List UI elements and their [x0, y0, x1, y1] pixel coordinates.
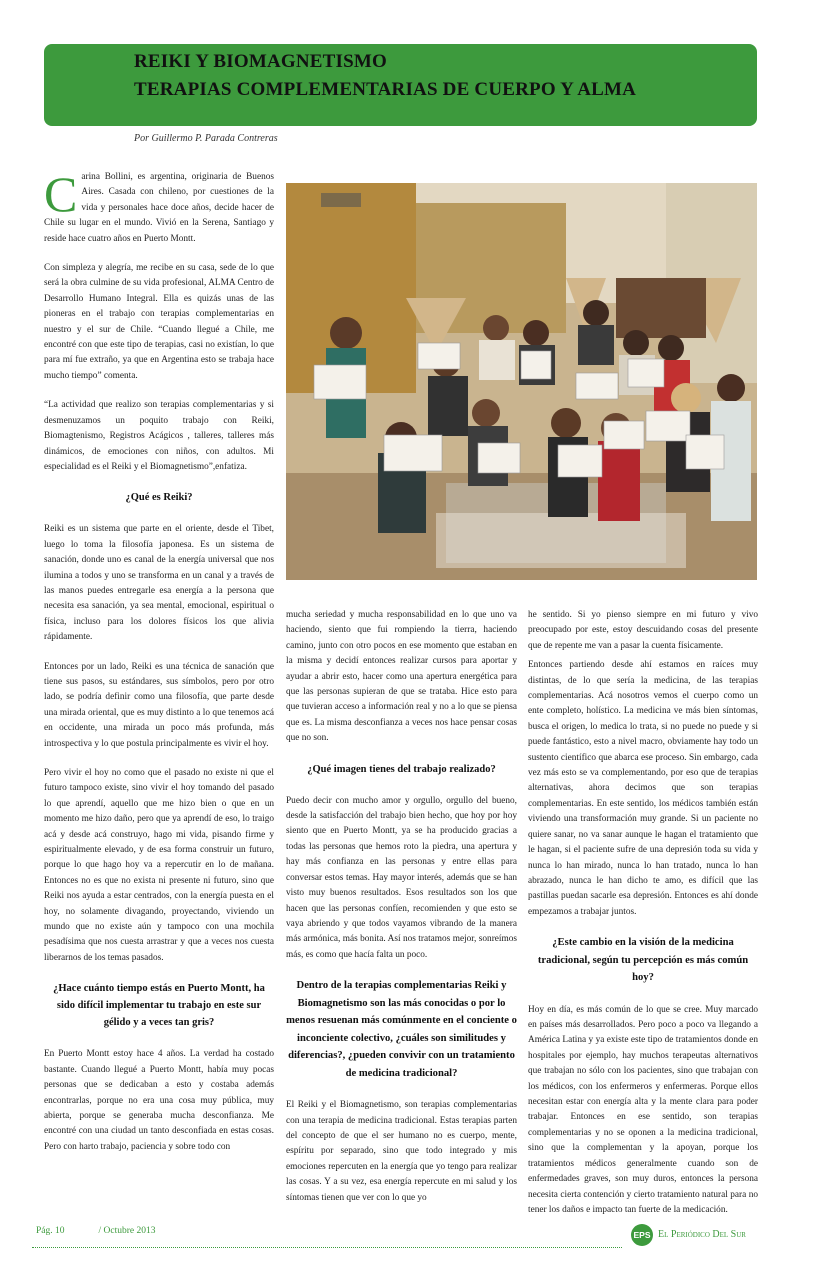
paragraph: Entonces partiendo desde ahí estamos en raíces muy distintas, de lo que sería la medicina, de las terapias complementarias. Acá nosotros vemos el cuerpo como un ente completo, holístico. La medicina ve más bien síntomas, busca el origen, lo medica lo trata, si no puede no puede y si puede fantástico, esto a nivel macro, obviamente hay todo un sustento científico que abarca ese proceso. Sin embargo, cada vez más esto se va complementando, por eso que de terapias alternativas, ahora decimos que son terapias complementarias. En este sentido, los médicos también están viviendo una transformación muy grande. Si un paciente no quiere sanar, no va sanar aunque le hagan el tratamiento que le hagan, si el paciente sufre de una depresión toda su vida y nunca lo han mirado, nunca lo han tratado, nunca lo han abrazado, nunca le han dicho te amo, es difícil que las pastillas puedan sacarle esa depresión. Entonces es ahí donde empezamos a trabajar juntos.	[528, 660, 758, 917]
group-photo	[286, 183, 757, 580]
paragraph: arina Bollini, es argentina, originaria de Buenos Aires. Casada con chileno, por cuestiones de la vida y personales hace doce años, decide hacer de Chile su lugar en el mundo. Vivió en la Serena, Santiago y reside hace cuatro años en Puerto Montt.	[44, 172, 274, 244]
paragraph: “La actividad que realizo son terapias complementarias y si desmenuzamos un poquito trabajo con Reiki, Biomagtenismo, Registros Acágicos , talleres, talleres más dinámicos, de emociones con niños, con adultos. Mi especialidad es el Reiki y el Biomagnetismo”,enfatiza.	[44, 400, 274, 472]
question-heading: Dentro de la terapias complementarias Reiki y Biomagnetismo son las más conocidas o por lo menos resuenan más comúnmente en el conciente o inconciente colectivo, ¿cuáles son similitudes y diferencias?, ¿pueden convivir con un tratamiento de medicina tradicional?	[286, 980, 517, 1079]
paragraph: Hoy en día, es más común de lo que se cree. Muy marcado en países más desarrollados. Pero poco a poco va llegando a América Latina y ya existe este tipo de tratamientos donde en hospitales por ejemplo, hay muchos terapeutas alternativos que trabajan no sólo con los pacientes, sino que trabajan con los médicos, con los enfermeros y enfermeras. Porque ellos necesitan estar con energía alta y la mente clara para poder trabajar. Entonces en ese sentido, son terapias complementarias y no se oponen a la medicina tradicional, sino que la complementan y la apoyan, porque los tratamientos médicos generalmente cuando son de enfermedades graves, son muy duros, entonces la persona necesita cierta contención y cierto tratamiento natural para no tener los daños e impacto tan fuerte de la medicación.	[528, 1004, 758, 1215]
column-3	[528, 608, 758, 1232]
paragraph: El Reiki y el Biomagnetismo, son terapias complementarias con una terapia de medicina tradicional. Estas terapias parten del concepto de que el ser humano no es cuerpo, mente, espíritu por separado, sino que todo integrado y mis emociones repercuten en la energía que yo tengo para realizar las cosas. Y a su vez, esa energía repercute en mi salud y los síntomas tienen que ver con lo que yo	[286, 1100, 517, 1203]
issue-date: / Octubre 2013	[98, 1226, 156, 1236]
paragraph: mucha seriedad y mucha responsabilidad en lo que uno va haciendo, siento que fui rompiendo la tierra, haciendo camino, junto con otro pocos en ese momento que estaban en la misma y decidí entonces realizar cursos para aportar y ayudar a abrir esto, hacer como una apertura energética para que las personas supieran de que se trataba. Hice esto para que tuvieran acceso a información real y no a lo que se piensa que es. La misma desconfianza a veces nos hace pensar cosas que no son.	[286, 610, 517, 744]
paragraph: Con simpleza y alegría, me recibe en su casa, sede de lo que será la obra culmine de su vida profesional, ALMA Centro de Desarrollo Humano Integral. Ella es quizás unas de las pioneras en el trabajo con terapias complementarias en nuestro y el sur de Chile. “Cuando llegué a Chile, me encontré con que este tipo de terapias, casi no existían, lo que para mí fue extraño, ya que en Argentina esto se trabaja hace mucho tiempo” comenta.	[44, 263, 274, 381]
section-heading: ¿Qué imagen tienes del trabajo realizado?	[307, 763, 496, 775]
title-line-2: TERAPIAS COMPLEMENTARIAS DE CUERPO Y ALMA	[134, 79, 637, 100]
drop-cap: C	[44, 166, 78, 222]
question-heading: ¿Hace cuánto tiempo estás en Puerto Montt, ha sido difícil implementar tu trabajo en este sur gélido y a veces tan gris?	[53, 983, 265, 1029]
byline: Por Guillermo P. Parada Contreras	[134, 133, 278, 144]
section-heading: ¿Qué es Reiki?	[125, 492, 193, 504]
paragraph: Puedo decir con mucho amor y orgullo, orgullo del bueno, desde la satisfacción del trabajo bien hecho, que hoy por hoy siento que en Puerto Montt, ya se ha producido gracias a todas las personas que hemos roto la piedra, una apertura y hay más confianza en las personas y entre ellas para conversar estos temas. Hay mayor interés, además que se han visto muy buenos resultados. Esos resultados son los que hacen que las personas confíen, recomienden y que esto se vaya abriendo y que todos vayamos vibrando de la manera más armónica, más bonita. Así nos tratamos mejor, sonreímos más, es como que hacía falta un poco.	[286, 795, 517, 960]
paragraph: Pero vivir el hoy no como que el pasado no existe ni que el futuro tampoco existe, sino vivir el hoy tomando del pasado lo que aprendí, aquello que me hizo bien o que en un momento me hizo daño, pero que ya aprendí de eso, lo traigo acá y desde acá construyo, hago mi vida, pisando firme y espiritualmente elevado, y de esa forma construir un futuro, porque lo que hago hoy va a repercutir en lo de mañana. Entonces no es que no exista ni presente ni futuro, sino que Reiki nos ayuda a estar centrados, con la energía puesta en el hoy, no solamente divagando, proyectando, viviendo un mundo que no existe aún y tampoco con una mochila pesadísima que nos cuesta arrastrar y que a veces nos cuesta liberarnos de los temas pasados.	[44, 768, 274, 963]
column-1	[44, 166, 274, 1169]
paragraph: Entonces por un lado, Reiki es una técnica de sanación que tiene sus pasos, su estándares, sus símbolos, pero por otro lado, se podría definir como una filosofía, que parte desde una mirada oriental, que es muy distinto a lo que tenemos acá en occidente, una mirada un poco más profunda, más introspectiva y lo que postula principalmente es vivir el hoy.	[44, 661, 274, 749]
column-2	[286, 608, 517, 1220]
group-photo-illustration	[286, 183, 757, 580]
publication-name: El Periódico Del Sur	[658, 1229, 746, 1240]
page-number: Pág. 10	[36, 1226, 65, 1236]
paragraph: Reiki es un sistema que parte en el oriente, desde el Tibet, luego lo toma la filosofía japonesa. Es un sistema de sanación, donde uno es canal de la energía universal que nos ilumina a todos y uno se transforma en un canal y a través de las manos puedes entregarle esa energía a la persona que necesita esa sanación, ya sea mental, emocional, espiritual o física, incluso para los dolores físicos los que alivia rápidamente.	[44, 524, 274, 643]
footer-divider	[32, 1247, 622, 1248]
title-line-1: REIKI Y BIOMAGNETISMO	[134, 51, 387, 72]
paragraph: he sentido. Si yo pienso siempre en mi futuro y vivo preocupado por este, estoy descuidando cosas del presente que de repente me van a pasar la cuenta físicamente.	[528, 610, 758, 651]
paragraph: En Puerto Montt estoy hace 4 años. La verdad ha costado bastante. Cuando llegué a Puerto Montt, había muy pocas personas que se dedicaban a esto y costaba además encontrarlas, porque no era una cosa muy pública, muy abierta, porque se generaba mucha desconfianza. Me encontré con una ciudad un tanto desconfiada en estas cosas. Pero con harto trabajo, paciencia y sobre todo con	[44, 1049, 274, 1152]
publication-logo-icon: EPS	[631, 1224, 653, 1246]
title-banner	[44, 44, 757, 126]
question-heading: ¿Este cambio en la visión de la medicina tradicional, según tu percepción es más común hoy?	[537, 937, 749, 984]
footer-page-info	[36, 1226, 190, 1236]
